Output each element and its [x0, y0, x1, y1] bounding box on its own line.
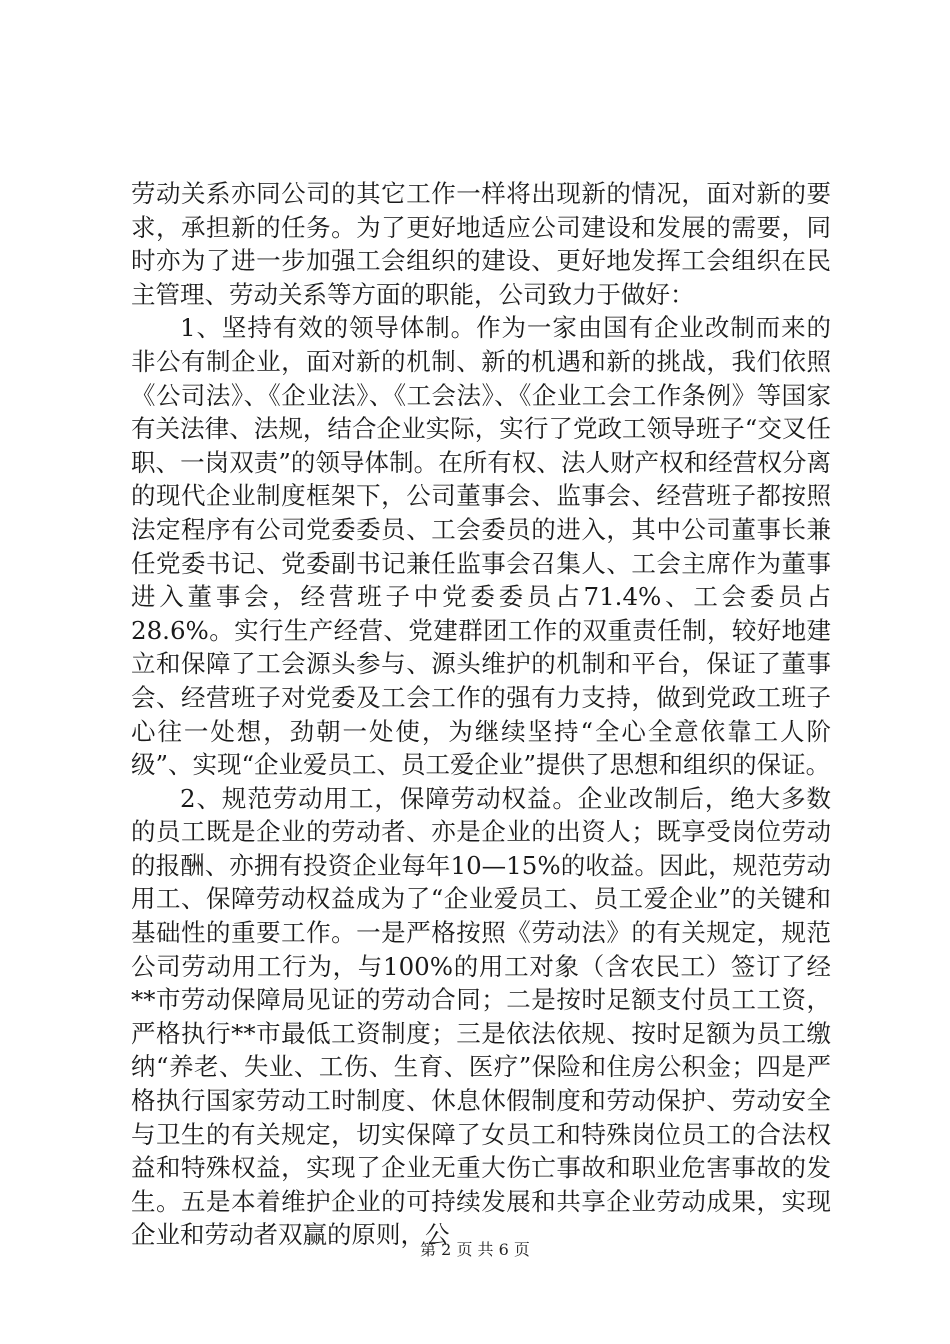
- paragraph-intro: 劳动关系亦同公司的其它工作一样将出现新的情况，面对新的要求，承担新的任务。为了更好地适应公司建设和发展的需要，同时亦为了进一步加强工会组织的建设、更好地发挥工会组织在民主管理、劳动关系等方面的职能，公司致力于做好：: [131, 179, 831, 309]
- document-body: [131, 177, 831, 1252]
- paragraph-labor-rights: 2、规范劳动用工，保障劳动权益。企业改制后，绝大多数的员工既是企业的劳动者、亦是企业的出资人；既享受岗位劳动的报酬、亦拥有投资企业每年10—15%的收益。因此，规范劳动用工、保障劳动权益成为了“企业爱员工、员工爱企业”的关键和基础性的重要工作。一是严格按照《劳动法》的有关规定，规范公司劳动用工行为，与100%的用工对象（含农民工）签订了经**市劳动保障局见证的劳动合同；二是按时足额支付员工工资，严格执行**市最低工资制度；三是依法依规、按时足额为员工缴纳“养老、失业、工伤、生育、医疗”保险和住房公积金；四是严格执行国家劳动工时制度、休息休假制度和劳动保护、劳动安全与卫生的有关规定，切实保障了女员工和特殊岗位员工的合法权益和特殊权益，实现了企业无重大伤亡事故和职业危害事故的发生。五是本着维护企业的可持续发展和共享企业劳动成果，实现企业和劳动者双赢的原则，公: [131, 783, 831, 1250]
- page-number-footer: 第 2 页 共 6 页: [420, 1240, 530, 1259]
- paragraph-leadership-system: 1、坚持有效的领导体制。作为一家由国有企业改制而来的非公有制企业，面对新的机制、新的机遇和新的挑战，我们依照《公司法》、《企业法》、《工会法》、《企业工会工作条例》等国家有关法律、法规，结合企业实际，实行了党政工领导班子“交叉任职、一岗双责”的领导体制。在所有权、法人财产权和经营权分离的现代企业制度框架下，公司董事会、监事会、经营班子都按照法定程序有公司党委委员、工会委员的进入，其中公司董事长兼任党委书记、党委副书记兼任监事会召集人、工会主席作为董事进入董事会，经营班子中党委委员占71.4%、工会委员占28.6%。实行生产经营、党建群团工作的双重责任制，较好地建立和保障了工会源头参与、源头维护的机制和平台，保证了董事会、经营班子对党委及工会工作的强有力支持，做到党政工班子心往一处想，劲朝一处使，为继续坚持“全心全意依靠工人阶级”、实现“企业爱员工、员工爱企业”提供了思想和组织的保证。: [131, 313, 831, 780]
